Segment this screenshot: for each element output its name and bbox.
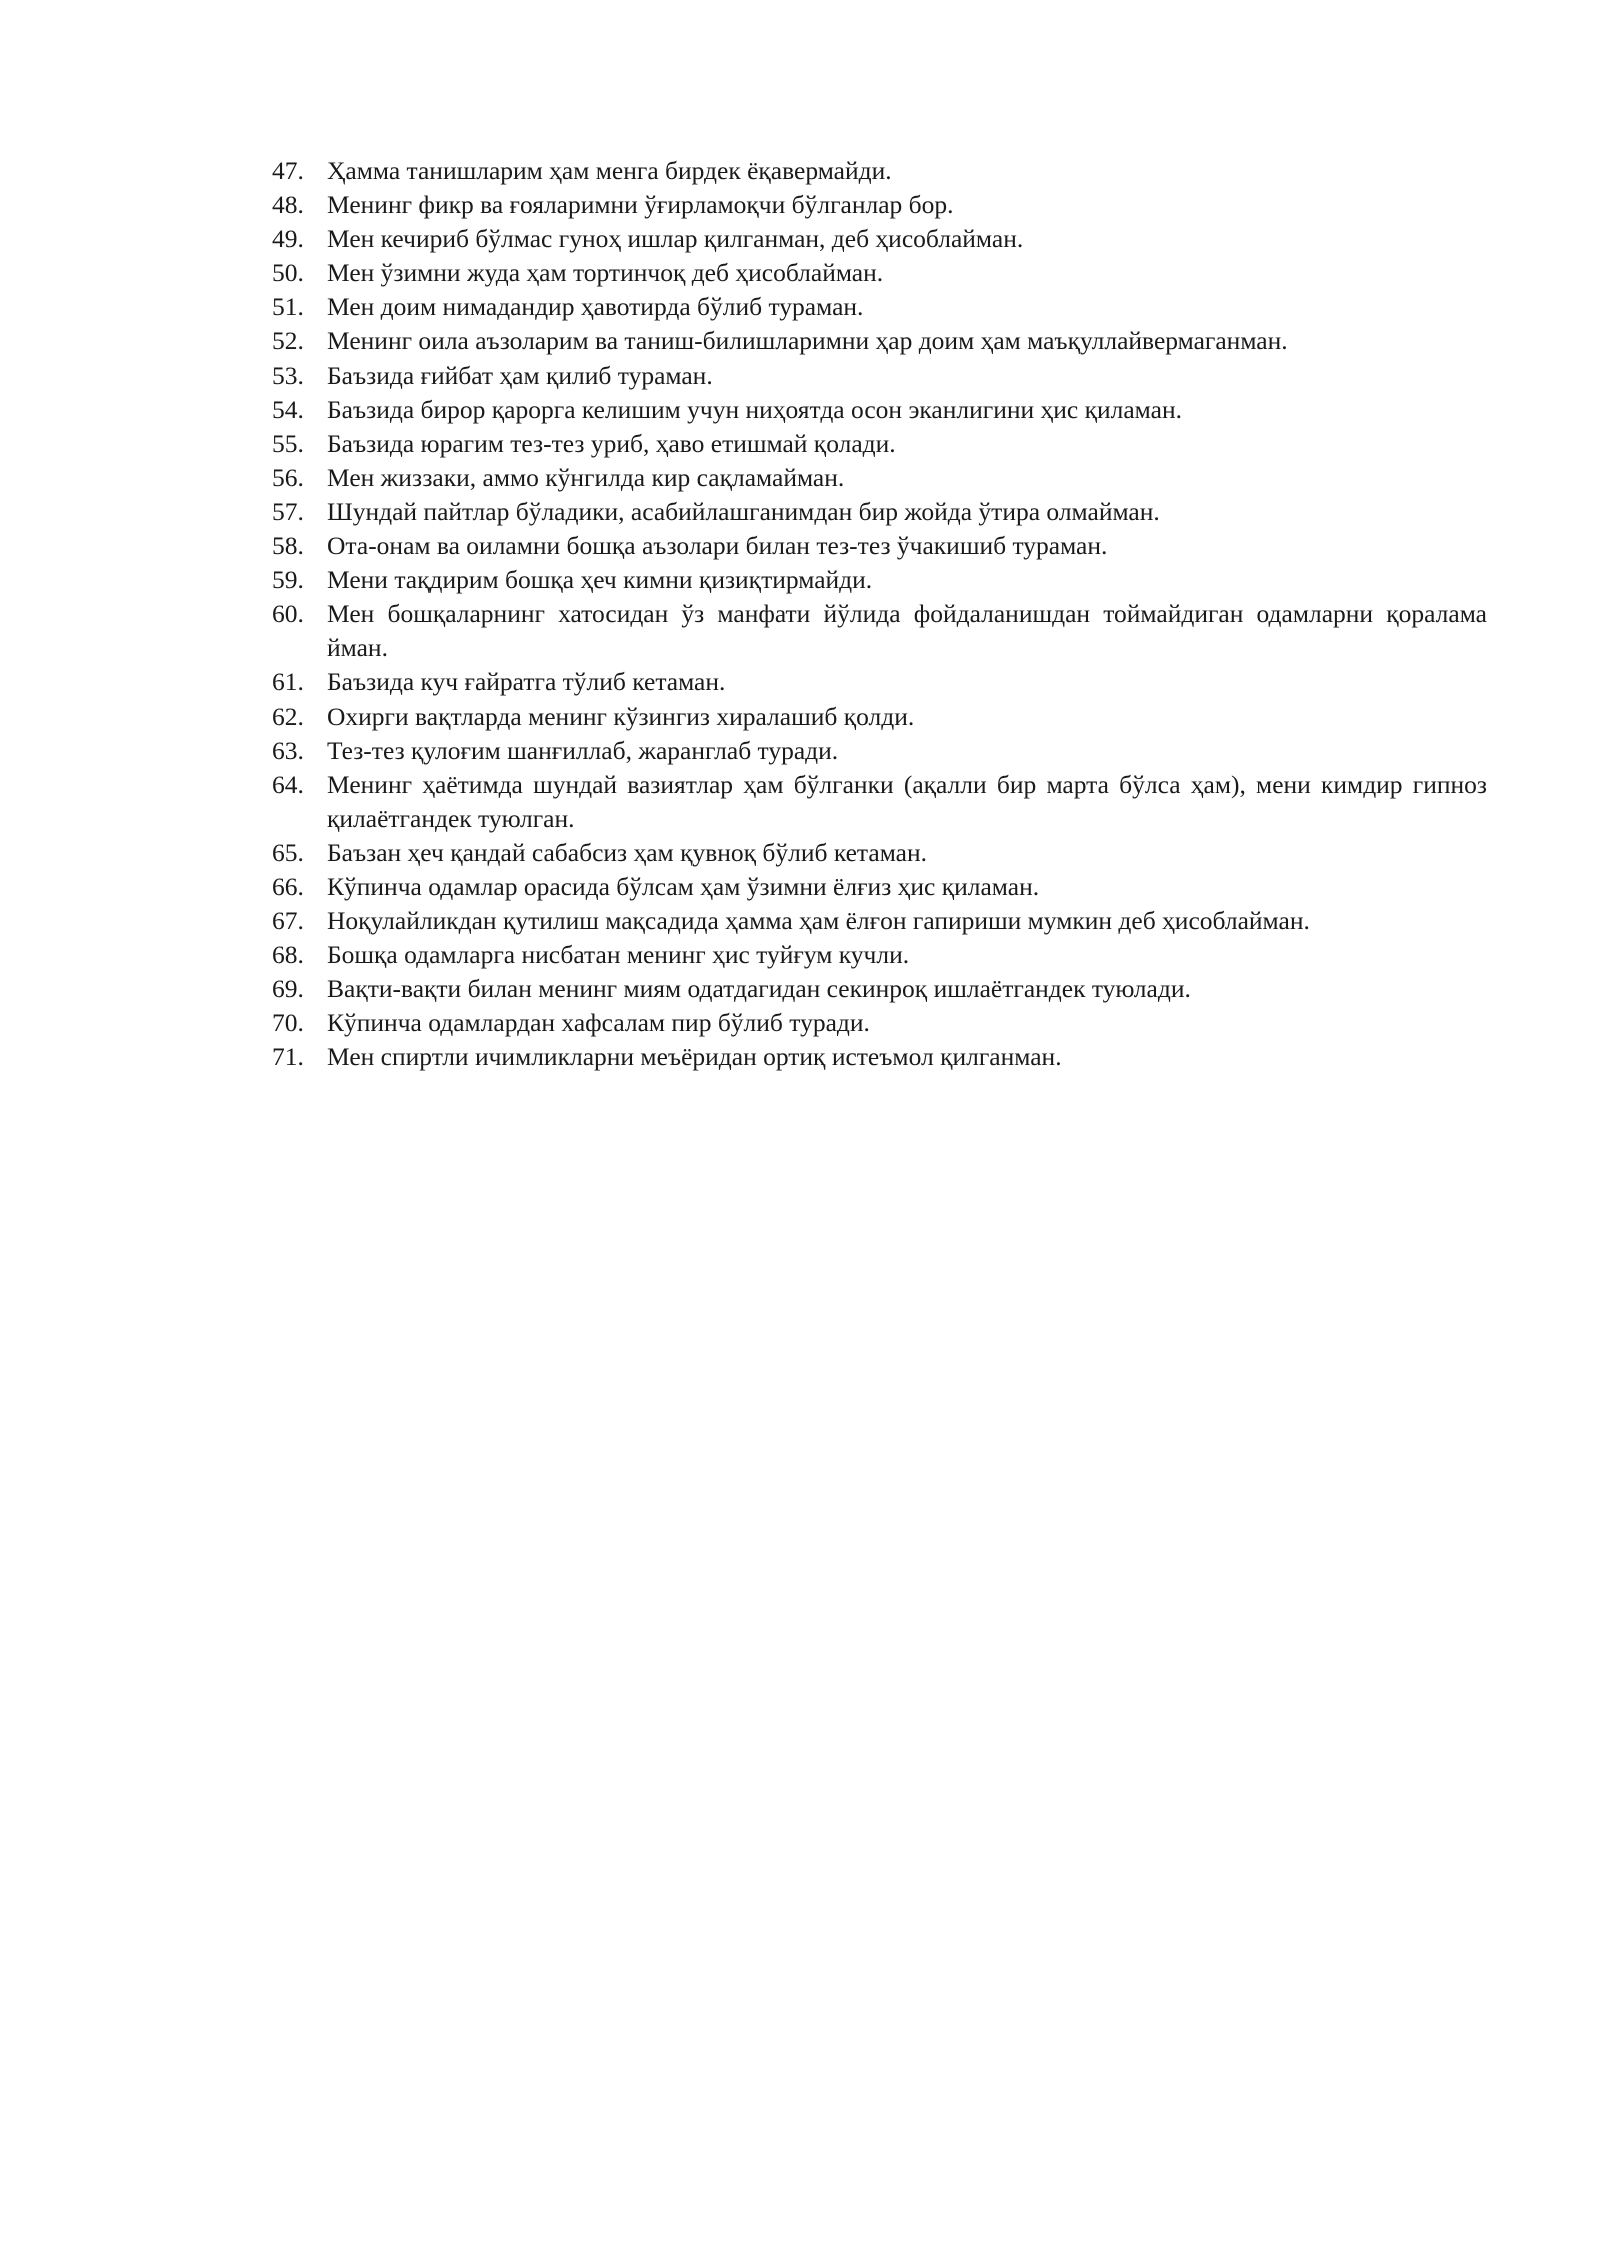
item-number: 57. [272,496,304,526]
list-item [272,393,1487,427]
item-text: Бошқа одамларга нисбатан менинг ҳис туйғум кучли. [327,940,910,970]
list-item [272,188,1487,222]
item-text: Мени тақдирим бошқа ҳеч кимни қизиқтирмайди. [327,565,873,595]
list-item [272,836,1487,870]
list-item [272,665,1487,699]
item-number: 54. [272,394,304,424]
item-text: Вақти-вақти билан менинг миям одатдагидан секинроқ ишлаётгандек туюлади. [327,974,1191,1004]
item-number: 56. [272,462,304,492]
item-text: Тез-тез қулоғим шанғиллаб, жаранглаб туради. [327,735,839,765]
item-number: 50. [272,258,304,288]
item-number: 71. [272,1042,304,1072]
item-number: 55. [272,428,304,458]
item-text: Мен кечириб бўлмас гуноҳ ишлар қилганман, деб ҳисоблайман. [327,224,1024,254]
item-text: Мен ўзимни жуда ҳам тортинчоқ деб ҳисоблайман. [327,258,884,288]
item-text: Ноқулайликдан қутилиш мақсадида ҳамма ҳам ёлғон гапириши мумкин деб ҳисоблайман. [327,906,1310,936]
item-text: Мен жиззаки, аммо кўнгилда кир сақламайман. [327,462,845,492]
list-item [272,359,1487,393]
item-number: 65. [272,837,304,867]
item-number: 59. [272,565,304,595]
item-text: Менинг оила аъзоларим ва таниш-билишларимни ҳар доим ҳам маъқуллайвермаганман. [327,326,1288,356]
item-number: 70. [272,1008,304,1038]
item-text: Ҳамма танишларим ҳам менга бирдек ёқавермайди. [327,156,892,185]
list-item [272,495,1487,529]
item-text: Мен спиртли ичимликларни меъёридан ортиқ истеъмол қилганман. [327,1042,1062,1072]
item-number: 66. [272,871,304,901]
list-item [272,529,1487,563]
item-number: 47. [272,156,304,185]
item-text: Охирги вақтларда менинг кўзингиз хиралашиб қолди. [327,701,915,731]
list-item [272,1006,1487,1040]
item-text: Менинг ҳаётимда шундай вазиятлар ҳам бўлганки (ақалли бир марта бўлса ҳам), мени кимдир гипноз қилаётгандек туюлган. [327,769,1487,833]
item-number: 51. [272,292,304,322]
item-text: Ота-онам ва оиламни бошқа аъзолари билан тез-тез ўчакишиб тураман. [327,531,1108,561]
item-number: 61. [272,667,304,697]
list-item [272,597,1487,665]
item-text: Баъзида ғийбат ҳам қилиб тураман. [327,360,713,390]
list-item [272,972,1487,1006]
item-text: Шундай пайтлар бўладики, асабийлашганимдан бир жойда ўтира олмайман. [327,496,1160,526]
item-number: 53. [272,360,304,390]
item-text: Менинг фикр ва ғояларимни ўғирламоқчи бўлганлар бор. [327,190,954,220]
list-item [272,734,1487,768]
list-item [272,461,1487,495]
item-number: 49. [272,224,304,254]
list-item [272,324,1487,358]
item-number: 60. [272,599,304,629]
item-number: 58. [272,531,304,561]
list-item [272,768,1487,836]
list-item [272,427,1487,461]
list-item [272,222,1487,256]
item-number: 64. [272,769,304,799]
item-number: 52. [272,326,304,356]
item-number: 48. [272,190,304,220]
item-text: Баъзида бирор қарорга келишим учун ниҳоятда осон эканлигини ҳис қиламан. [327,394,1182,424]
list-item [272,938,1487,972]
list-item [272,700,1487,734]
list-item [272,563,1487,597]
list-item [272,904,1487,938]
item-text: Мен бошқаларнинг хатосидан ўз манфати йўлида фойдаланишдан тоймайдиган одамларни қоралама йман. [327,599,1487,663]
item-text: Кўпинча одамлардан хафсалам пир бўлиб туради. [327,1008,870,1038]
item-text: Баъзида куч ғайратга тўлиб кетаман. [327,667,726,697]
item-text: Мен доим нимадандир ҳавотирда бўлиб тураман. [327,292,864,322]
item-text: Баъзида юрагим тез-тез уриб, ҳаво етишмай қолади. [327,428,896,458]
item-number: 62. [272,701,304,731]
item-text: Кўпинча одамлар орасида бўлсам ҳам ўзимни ёлғиз ҳис қиламан. [327,871,1040,901]
list-item [272,154,1487,188]
list-item [272,290,1487,324]
item-number: 69. [272,974,304,1004]
list-item [272,870,1487,904]
item-number: 68. [272,940,304,970]
item-number: 63. [272,735,304,765]
list-item [272,256,1487,290]
questionnaire-list [272,154,1487,1075]
item-number: 67. [272,906,304,936]
list-item [272,1040,1487,1074]
item-text: Баъзан ҳеч қандай сабабсиз ҳам қувноқ бўлиб кетаман. [327,837,927,867]
